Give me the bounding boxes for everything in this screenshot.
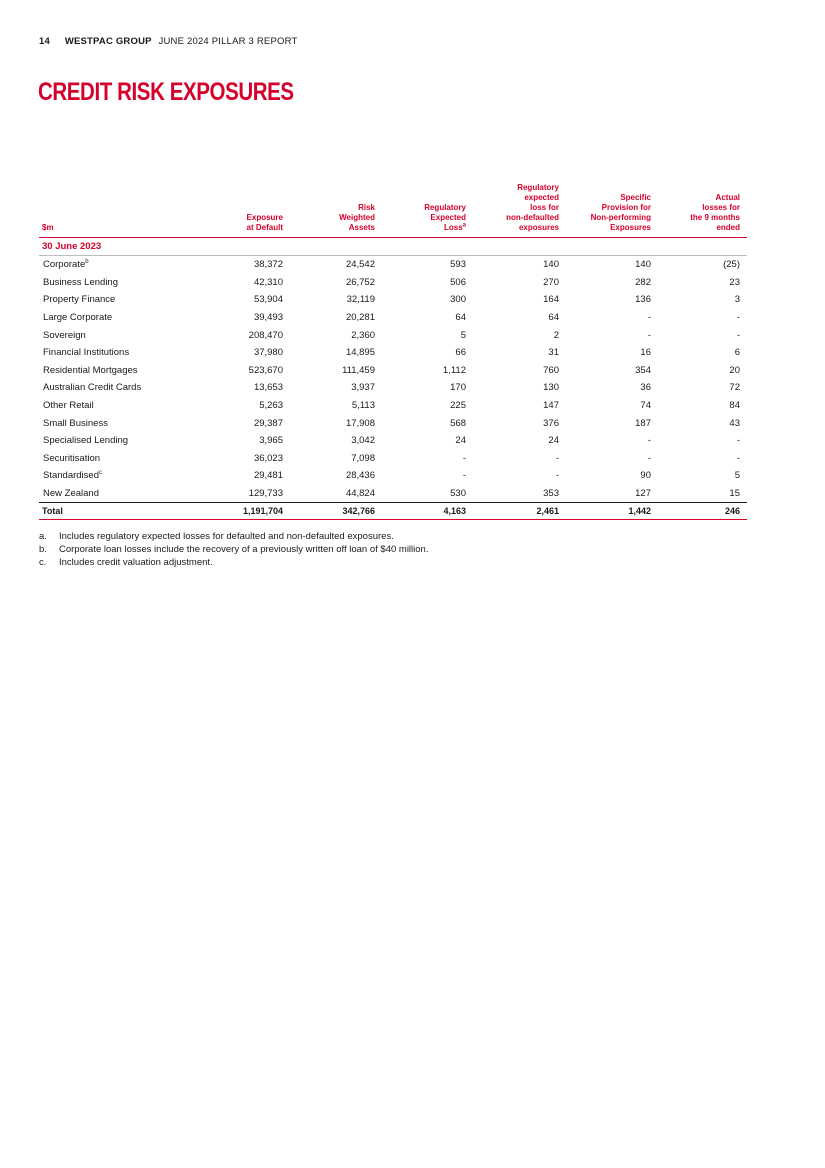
col-header-regulatory-el: Regulatory Expected Loss$^a$ xyxy=(382,183,473,238)
table-cell: 282 xyxy=(635,276,651,288)
footnote-a: a. Includes regulatory expected losses for defaulted and non-defaulted exposures. xyxy=(39,531,394,542)
col-header-rwa: Risk Weighted Assets xyxy=(290,183,382,238)
table-cell: 3,937 xyxy=(351,382,375,394)
table-cell: 72 xyxy=(729,382,740,394)
table-cell: 20,281 xyxy=(345,312,375,324)
table-cell: 140 xyxy=(543,259,559,271)
section-row xyxy=(39,238,747,256)
table-cell: 3,965 xyxy=(259,435,283,447)
table-cell: 568 xyxy=(450,417,466,429)
page-title: CREDIT RISK EXPOSURES xyxy=(38,78,294,106)
table-cell: 44,824 xyxy=(345,488,375,500)
unit-header: $m xyxy=(39,183,199,238)
table-cell: - xyxy=(736,452,740,464)
table-row xyxy=(39,379,747,397)
table-cell: 43 xyxy=(729,417,740,429)
table-cell: 3,042 xyxy=(351,435,375,447)
total-cell: 2,461 xyxy=(473,503,566,520)
table-cell: 127 xyxy=(635,488,651,500)
col-header-actual-losses: Actual losses for the 9 months ended xyxy=(658,183,747,238)
credit-risk-table xyxy=(39,183,747,520)
table-cell: 376 xyxy=(543,417,559,429)
row-label: Residential Mortgages xyxy=(43,364,138,376)
table-cell: - xyxy=(462,470,466,482)
table-cell: 64 xyxy=(548,312,559,324)
table-cell: - xyxy=(736,312,740,324)
table-row xyxy=(39,432,747,450)
table-cell: 6 xyxy=(734,347,740,359)
table-cell: 15 xyxy=(729,488,740,500)
total-row xyxy=(39,503,747,520)
total-cell: 1,442 xyxy=(566,503,658,520)
table-cell: 37,980 xyxy=(253,347,283,359)
row-label: Small Business xyxy=(43,417,108,429)
table-cell: 29,387 xyxy=(253,417,283,429)
row-label: Australian Credit Cards xyxy=(43,382,142,394)
table-row xyxy=(39,485,747,503)
table-cell: 23 xyxy=(729,276,740,288)
table-cell: 2,360 xyxy=(351,329,375,341)
table-cell: 24 xyxy=(548,435,559,447)
table-cell: 26,752 xyxy=(345,276,375,288)
table-cell: 1,112 xyxy=(442,364,466,376)
table-cell: 353 xyxy=(543,488,559,500)
table-cell: 523,670 xyxy=(248,364,283,376)
row-label: Large Corporate xyxy=(43,312,113,324)
footnotes xyxy=(39,530,428,569)
table-cell: - xyxy=(647,452,651,464)
page-number: 14 xyxy=(39,36,50,47)
table-cell: - xyxy=(647,312,651,324)
table-cell: 760 xyxy=(543,364,559,376)
table-cell: 24,542 xyxy=(345,259,375,271)
table-cell: - xyxy=(555,452,559,464)
table-cell: 111,459 xyxy=(342,364,375,376)
total-cell: 1,191,704 xyxy=(199,503,290,520)
table-cell: - xyxy=(647,435,651,447)
table-cell: 164 xyxy=(543,294,559,306)
row-label: Securitisation xyxy=(43,452,101,464)
table-row xyxy=(39,256,747,274)
table-cell: 129,733 xyxy=(248,488,283,500)
table-cell: - xyxy=(462,452,466,464)
table-cell: 5,113 xyxy=(351,400,375,412)
table-row xyxy=(39,309,747,327)
table-cell: (25) xyxy=(723,259,740,271)
table-cell: 7,098 xyxy=(351,452,375,464)
table-cell: 506 xyxy=(450,276,466,288)
table-cell: 29,481 xyxy=(253,470,283,482)
table-cell: 130 xyxy=(543,382,559,394)
table-cell: 270 xyxy=(543,276,559,288)
table-cell: - xyxy=(647,329,651,341)
table-cell: 24 xyxy=(455,435,466,447)
row-label: Property Finance xyxy=(43,294,116,306)
table-cell: 208,470 xyxy=(248,329,283,341)
table-cell: 593 xyxy=(450,259,466,271)
col-header-non-defaulted-el: Regulatory expected loss for non-defaulted exposures xyxy=(473,183,566,238)
table-cell: 147 xyxy=(543,400,559,412)
table-cell: 13,653 xyxy=(253,382,283,394)
col-header-ead: Exposure at Default xyxy=(199,183,290,238)
table-cell: 140 xyxy=(635,259,651,271)
table-cell: 2 xyxy=(553,329,559,341)
total-cell: 246 xyxy=(658,503,747,520)
total-label: Total xyxy=(39,503,199,520)
table-cell: 32,119 xyxy=(346,294,375,306)
table-row xyxy=(39,344,747,362)
page-header xyxy=(39,36,297,47)
table-cell: 16 xyxy=(640,347,651,359)
table-cell: 42,310 xyxy=(253,276,283,288)
col-header-specific-provision: Specific Provision for Non-performing Exposures xyxy=(566,183,658,238)
table-cell: - xyxy=(736,435,740,447)
row-label: New Zealand xyxy=(43,488,99,500)
table-cell: 5 xyxy=(734,470,740,482)
footnote-b: b. Corporate loan losses include the recovery of a previously written off loan of $40 million. xyxy=(39,544,429,555)
table-cell: 36 xyxy=(640,382,651,394)
row-label: Other Retail xyxy=(43,400,94,412)
table-row xyxy=(39,291,747,309)
row-label: Standardised$^c$ xyxy=(43,470,102,482)
table-row xyxy=(39,274,747,292)
table-cell: 530 xyxy=(450,488,466,500)
table-cell: 84 xyxy=(729,400,740,412)
table-cell: 36,023 xyxy=(253,452,283,464)
table-cell: 20 xyxy=(729,364,740,376)
table-header-row xyxy=(39,183,747,238)
row-label: Corporate$^b$ xyxy=(43,259,89,271)
table-cell: 64 xyxy=(455,312,466,324)
section-label: 30 June 2023 xyxy=(39,238,747,256)
table-cell: 28,436 xyxy=(345,470,375,482)
table-cell: 187 xyxy=(635,417,651,429)
table-cell: 90 xyxy=(640,470,651,482)
table-cell: 31 xyxy=(548,347,559,359)
table-row xyxy=(39,467,747,485)
table-cell: 66 xyxy=(455,347,466,359)
total-cell: 4,163 xyxy=(382,503,473,520)
table-cell: 17,908 xyxy=(345,417,375,429)
row-label: Specialised Lending xyxy=(43,435,129,447)
row-label: Financial Institutions xyxy=(43,347,130,359)
table-cell: 39,493 xyxy=(253,312,283,324)
table-cell: 225 xyxy=(450,400,466,412)
table-cell: - xyxy=(736,329,740,341)
table-cell: 136 xyxy=(635,294,651,306)
table-row xyxy=(39,397,747,415)
table-row xyxy=(39,362,747,380)
table-cell: 300 xyxy=(450,294,466,306)
table-cell: - xyxy=(555,470,559,482)
table-row xyxy=(39,414,747,432)
total-cell: 342,766 xyxy=(290,503,382,520)
row-label: Sovereign xyxy=(43,329,86,341)
table-cell: 53,904 xyxy=(253,294,283,306)
table-cell: 354 xyxy=(635,364,651,376)
table-cell: 170 xyxy=(450,382,466,394)
table-cell: 38,372 xyxy=(253,259,283,271)
table-cell: 5,263 xyxy=(259,400,283,412)
table-cell: 5 xyxy=(460,329,466,341)
footnote-c: c. Includes credit valuation adjustment. xyxy=(39,557,213,568)
row-label: Business Lending xyxy=(43,276,118,288)
brand-name: WESTPAC GROUP xyxy=(64,36,152,47)
table-row xyxy=(39,326,747,344)
report-name: JUNE 2024 PILLAR 3 REPORT xyxy=(158,36,298,47)
table-row xyxy=(39,450,747,468)
table-cell: 3 xyxy=(734,294,740,306)
table-cell: 74 xyxy=(640,400,651,412)
table-cell: 14,895 xyxy=(345,347,375,359)
